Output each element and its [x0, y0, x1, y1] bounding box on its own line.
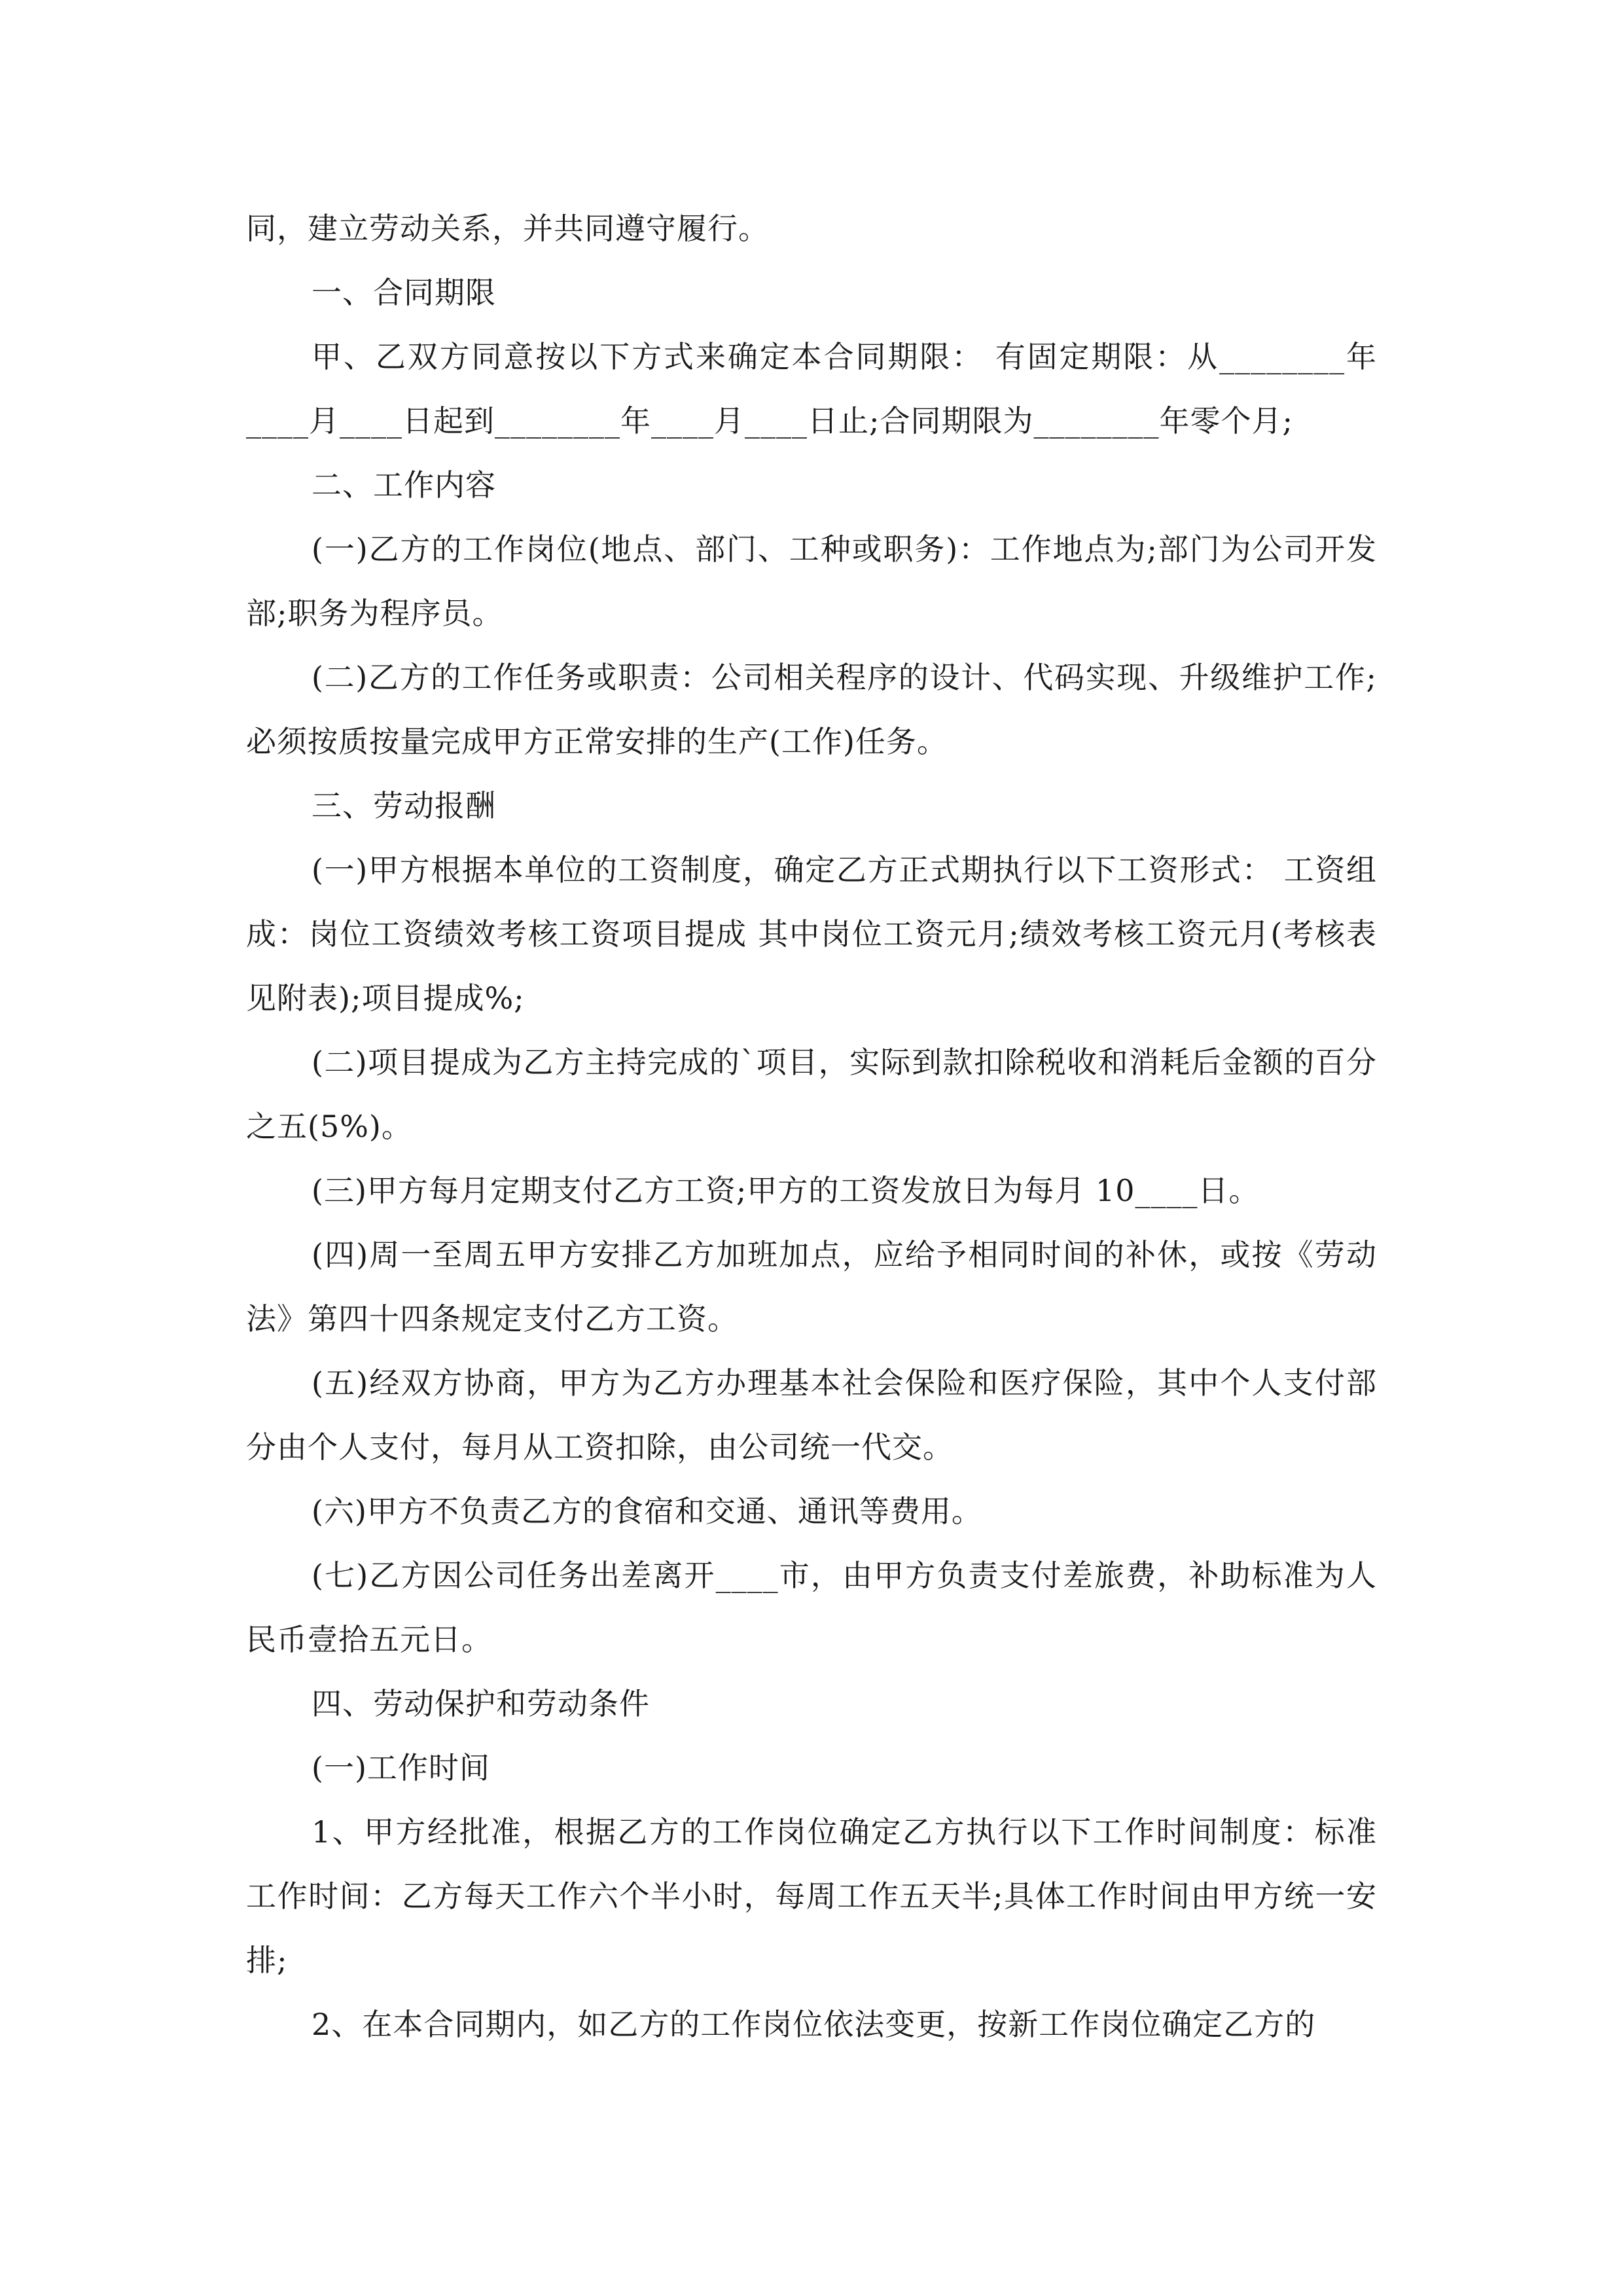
paragraph: (三)甲方每月定期支付乙方工资;甲方的工资发放日为每月 10____日。	[312, 1173, 1260, 1208]
paragraph: (五)经双方协商，甲方为乙方办理基本社会保险和医疗保险，其中个人支付部分由个人支付，每月从工资扣除，由公司统一代交。	[246, 1365, 1377, 1465]
subsection-heading: (一)工作时间	[312, 1750, 490, 1785]
document-page	[246, 196, 1377, 2056]
paragraph: (二)乙方的工作任务或职责：公司相关程序的设计、代码实现、升级维护工作;必须按质按量完成甲方正常安排的生产(工作)任务。	[246, 660, 1377, 759]
paragraph: (二)项目提成为乙方主持完成的`项目，实际到款扣除税收和消耗后金额的百分之五(5%)。	[246, 1045, 1377, 1144]
paragraph: 1、甲方经批准，根据乙方的工作岗位确定乙方执行以下工作时间制度：标准工作时间：乙方每天工作六个半小时，每周工作五天半;具体工作时间由甲方统一安排;	[246, 1814, 1377, 1978]
paragraph: (一)乙方的工作岗位(地点、部门、工种或职务)：工作地点为;部门为公司开发部;职务为程序员。	[246, 531, 1377, 631]
paragraph: (四)周一至周五甲方安排乙方加班加点，应给予相同时间的补休，或按《劳动法》第四十四条规定支付乙方工资。	[246, 1237, 1377, 1336]
section-heading: 三、劳动报酬	[312, 788, 496, 823]
paragraph: (六)甲方不负责乙方的食宿和交通、通讯等费用。	[312, 1494, 982, 1529]
section-heading: 四、劳动保护和劳动条件	[312, 1686, 650, 1721]
section-heading: 二、工作内容	[312, 467, 496, 503]
paragraph: 甲、乙双方同意按以下方式来确定本合同期限： 有固定期限：从________年____月____日起到________年____月____日止;合同期限为________年零个月;	[246, 339, 1377, 439]
section-heading: 一、合同期限	[312, 275, 496, 310]
paragraph: (七)乙方因公司任务出差离开____市，由甲方负责支付差旅费，补助标准为人民币壹拾五元日。	[246, 1558, 1377, 1657]
paragraph: (一)甲方根据本单位的工资制度，确定乙方正式期执行以下工资形式： 工资组成：岗位工资绩效考核工资项目提成 其中岗位工资元月;绩效考核工资元月(考核表见附表);项目提成%;	[246, 852, 1377, 1016]
paragraph: 同，建立劳动关系，并共同遵守履行。	[246, 211, 769, 246]
paragraph: 2、在本合同期内，如乙方的工作岗位依法变更，按新工作岗位确定乙方的	[312, 2007, 1316, 2042]
